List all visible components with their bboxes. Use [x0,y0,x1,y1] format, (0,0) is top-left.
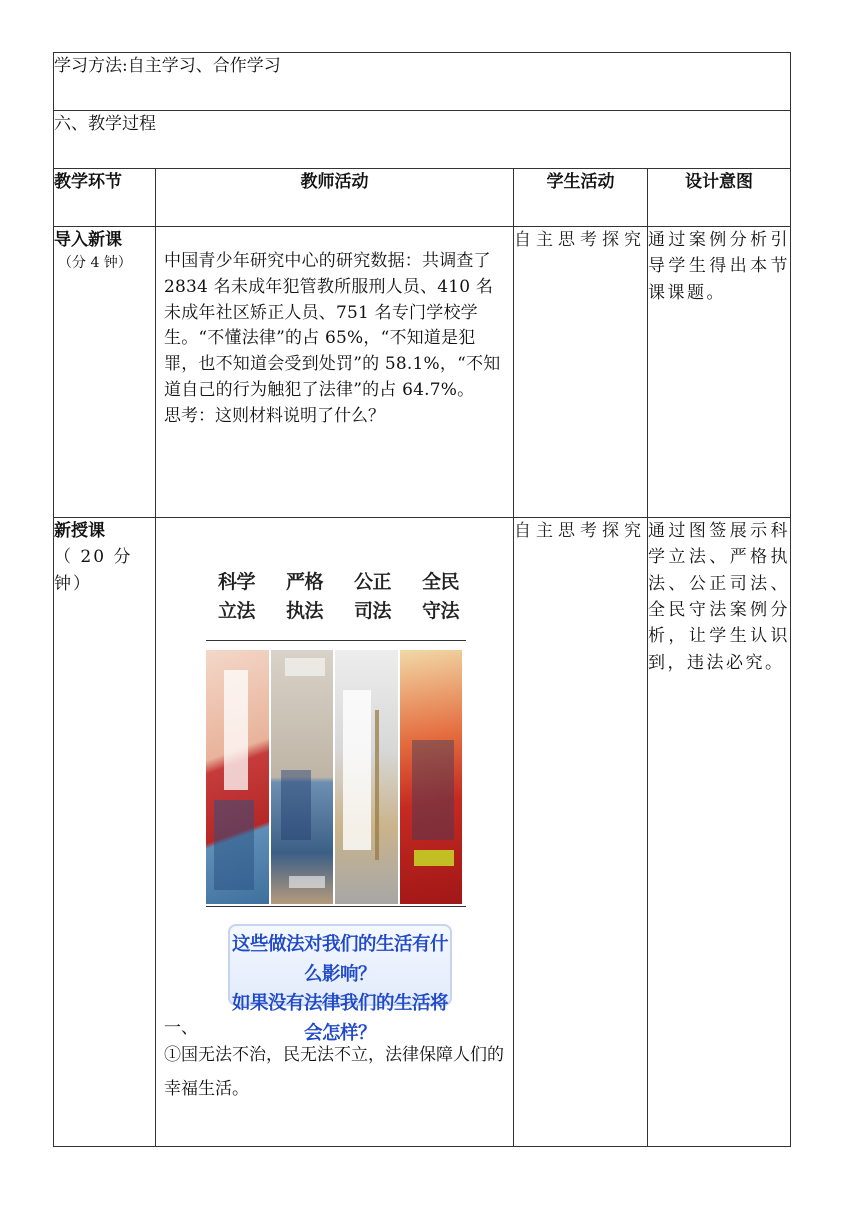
intro-design-cell [648,227,791,518]
intro-stage-label: 导入新课 [54,230,122,250]
learning-method-cell [54,53,791,111]
cartoon-enforcement [271,650,334,904]
slide-divider-bottom [206,906,466,907]
slide-title-row [206,568,476,627]
slide-question-box [228,924,452,1044]
slide-title-enforcement: 严格执法 [286,571,324,623]
cartoon-compliance [400,650,463,904]
new-lesson-design-cell [648,518,791,1147]
slide-title-legislation: 科学立法 [218,571,256,623]
intro-duration: （分 4 钟） [58,255,132,272]
slide-title-justice: 公正司法 [354,571,392,623]
intro-teacher-text: 中国青少年研究中心的研究数据：共调查了 2834 名未成年犯管教所服刑人员、410 名未成年社区矫正人员、751 名专门学校学生。“不懂法律”的占 65%，“不知道是犯罪，也不知道会受到处罚”的 58.1%，“不知道自己的行为触犯了法律”的占 64.7%。 [164,251,501,401]
cartoon-panels [206,650,462,904]
intro-design-text: 通过案例分析引导学生得出本节课课题。 [648,230,791,303]
new-lesson-teacher-cell [156,518,514,1147]
intro-student-text: 自主思考探究 [514,230,646,250]
new-lesson-stage-cell [54,518,156,1147]
point-label: 一、 [164,1018,198,1038]
new-lesson-duration: （ 20 分钟） [54,547,133,594]
slide-question-2: 如果没有法律我们的生活将会怎样？ [231,993,448,1044]
teaching-plan-table [53,52,791,1147]
intro-teacher-cell [156,227,514,518]
cartoon-legislation [206,650,269,904]
learning-method-text: 学习方法:自主学习、合作学习 [54,56,281,76]
point-text: ①国无法不治，民无法不立，法律保障人们的幸福生活。 [164,1045,504,1100]
new-lesson-student-text: 自主思考探究 [514,521,646,541]
learning-method-row [54,53,791,111]
teaching-process-row [54,111,791,169]
intro-row [54,227,791,518]
slide-divider-top [206,640,466,641]
new-lesson-stage-label: 新授课 [54,521,105,541]
slide-question-1: 这些做法对我们的生活有什么影响？ [231,934,448,985]
header-student-activity: 学生活动 [514,169,648,227]
header-teacher-activity: 教师活动 [156,169,514,227]
slide-title-compliance: 全民守法 [422,571,460,623]
new-lesson-row [54,518,791,1147]
header-stage: 教学环节 [54,169,156,227]
intro-student-cell [514,227,648,518]
header-design-intent: 设计意图 [648,169,791,227]
intro-question: 思考：这则材料说明了什么？ [164,405,385,426]
teaching-process-cell [54,111,791,169]
new-lesson-student-cell [514,518,648,1147]
rule-of-law-slide-image [206,568,476,1044]
intro-stage-cell [54,227,156,518]
cartoon-justice [335,650,398,904]
new-lesson-design-text: 通过图签展示科学立法、严格执法、公正司法、全民守法案例分析，让学生认识到，违法必究。 [648,521,791,673]
table-header-row [54,169,791,227]
teaching-process-heading: 六、教学过程 [54,114,156,134]
